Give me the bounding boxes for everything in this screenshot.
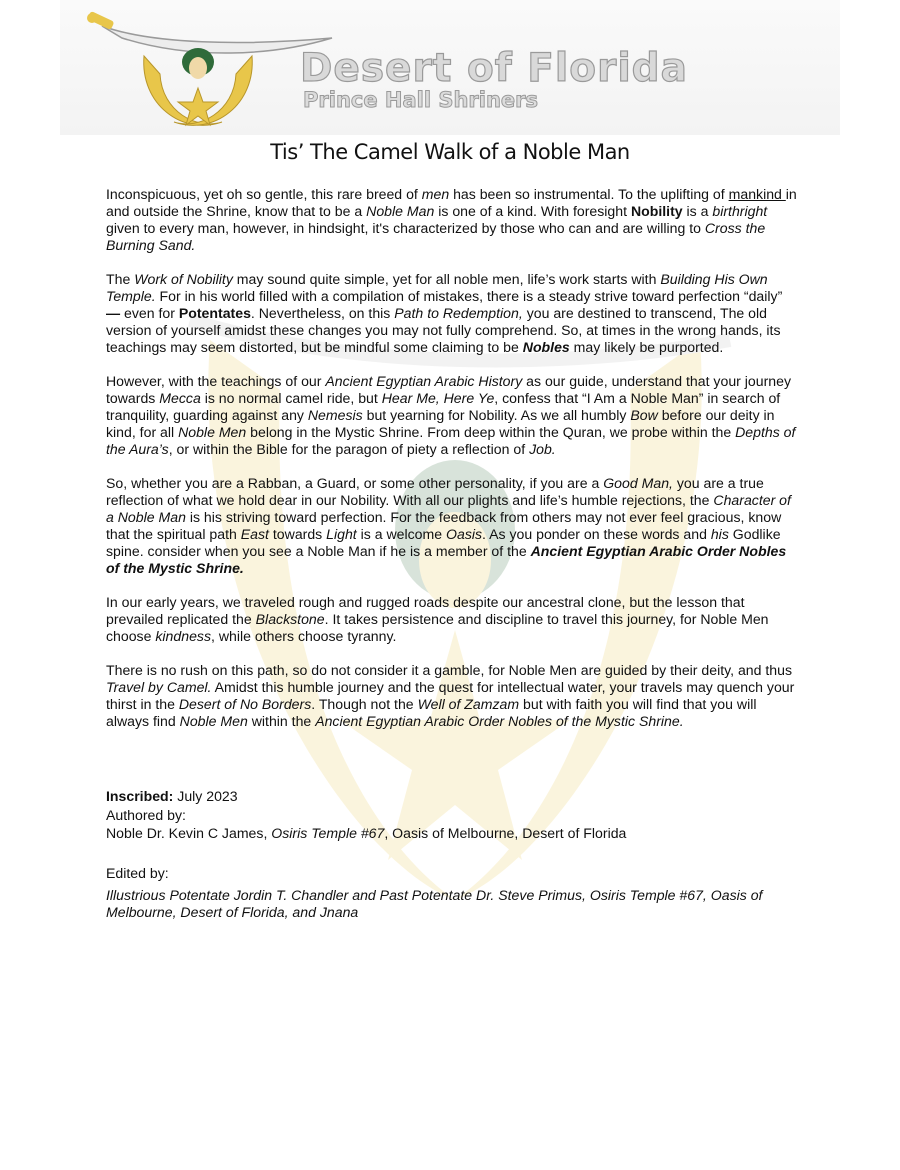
- org-subtitle: Prince Hall Shriners: [303, 88, 539, 112]
- text-run: Building His Own Temple.: [106, 271, 768, 304]
- text-run: Inconspicuous, yet oh so gentle, this rare breed of: [106, 186, 422, 202]
- text-run: —: [106, 305, 121, 321]
- text-run: but yearning for Nobility. As we all humbly: [362, 407, 631, 423]
- paragraph-4: [106, 475, 798, 577]
- text-run: . Though not the: [311, 696, 418, 712]
- text-run: his: [710, 526, 729, 542]
- author-temple: Osiris Temple #67: [271, 825, 385, 841]
- text-run: is one of a kind. With foresight: [434, 203, 631, 219]
- article-body: [106, 186, 798, 747]
- text-run: Path to Redemption,: [394, 305, 523, 321]
- text-run: , confess that “I Am a Noble Man” in search of tranquility, guarding against any: [106, 390, 781, 423]
- text-run: So, whether you are a Rabban, a Guard, or some other personality, if you are a: [106, 475, 604, 491]
- text-run: Godlike spine. consider when you see a Noble Man if he is a member of the: [106, 526, 781, 559]
- inscribed-label: Inscribed:: [106, 788, 174, 804]
- paragraph-2: [106, 271, 798, 356]
- text-run: Desert of No Borders: [178, 696, 312, 712]
- text-run: in and outside the Shrine, know that to be a: [106, 186, 797, 219]
- org-title: Desert of Florida: [300, 46, 688, 91]
- text-run: you are destined to transcend, The old version of yourself amidst these changes you may not fully comprehend. So, at times in the wrong hands, its teachings may seem distorted, but be mindful some claiming to be: [106, 305, 781, 355]
- text-run: men: [421, 186, 450, 202]
- text-run: In our early years, we traveled rough and rugged roads despite our ancestral clone, but the lesson that prevailed replicated the: [106, 594, 745, 627]
- text-run: Amidst this humble journey and the quest for intellectual water, your travels may quench your thirst in the: [106, 679, 795, 712]
- text-run: within the: [247, 713, 316, 729]
- text-run: may likely be purported.: [569, 339, 724, 355]
- editors-list: [106, 887, 806, 922]
- text-run: Blackstone: [255, 611, 325, 627]
- text-run: . It takes persistence and discipline to travel this journey, for Noble Men choose: [106, 611, 769, 644]
- text-run: mankind: [728, 186, 786, 202]
- inscribed-date: July 2023: [173, 788, 238, 804]
- text-run: towards: [268, 526, 327, 542]
- text-run: . Nevertheless, on this: [250, 305, 395, 321]
- text-run: even for: [120, 305, 179, 321]
- text-run: is a welcome: [356, 526, 447, 542]
- text-run: Good Man,: [603, 475, 673, 491]
- text-run: Job.: [529, 441, 556, 457]
- paragraph-3: [106, 373, 798, 458]
- text-run: has been so instrumental. To the uplifting of: [449, 186, 729, 202]
- text-run: is a: [682, 203, 713, 219]
- text-run: Work of Nobility: [134, 271, 233, 287]
- text-run: Bow: [630, 407, 658, 423]
- text-run: Depths of the Aura’s: [106, 424, 796, 457]
- text-run: Ancient Egyptian Arabic Order Nobles of the Mystic Shrine.: [106, 543, 787, 576]
- text-run: Hear Me, Here Ye: [381, 390, 495, 406]
- editors-names: Illustrious Potentate Jordin T. Chandler and Past Potentate Dr. Steve Primus, Osiris Temple #67, Oasis of Melbourne, Desert of Florida, and Jnana: [106, 886, 763, 920]
- text-run: as our guide, understand that your journey towards: [106, 373, 791, 406]
- text-run: Cross the Burning Sand.: [106, 220, 766, 253]
- edited-label: Edited by:: [106, 865, 169, 881]
- editors-block: [106, 865, 806, 922]
- document-title: Tis’ The Camel Walk of a Noble Man: [270, 140, 630, 164]
- author-line: [106, 824, 806, 843]
- text-run: may sound quite simple, yet for all noble men, life’s work starts with: [232, 271, 661, 287]
- text-run: , while others choose tyranny.: [211, 628, 397, 644]
- text-run: The: [106, 271, 135, 287]
- paragraph-5: [106, 594, 798, 645]
- text-run: Noble Men: [178, 424, 247, 440]
- signature-block: [106, 787, 806, 843]
- text-run: , or within the Bible for the paragon of piety a reflection of: [168, 441, 530, 457]
- text-run: Mecca: [159, 390, 201, 406]
- text-run: before our deity in kind, for all: [106, 407, 775, 440]
- text-run: Noble Men: [179, 713, 248, 729]
- text-run: is his striving toward perfection. For the feedback from others may not ever feel gracious, know that the spiritual path: [106, 509, 782, 542]
- text-run: Ancient Egyptian Arabic History: [325, 373, 523, 389]
- text-run: Nemesis: [307, 407, 363, 423]
- text-run: Nobles: [522, 339, 570, 355]
- paragraph-1: [106, 186, 798, 254]
- text-run: Light: [326, 526, 357, 542]
- text-run: kindness: [155, 628, 211, 644]
- text-run: belong in the Mystic Shrine. From deep within the Quran, we probe within the: [246, 424, 736, 440]
- text-run: However, with the teachings of our: [106, 373, 326, 389]
- text-run: but with faith you will find that you will always find: [106, 696, 757, 729]
- text-run: For in his world filled with a compilation of mistakes, there is a steady strive toward perfection “daily”: [155, 288, 783, 304]
- text-run: Nobility: [630, 203, 683, 219]
- text-run: Potentates: [178, 305, 251, 321]
- author-name: Noble Dr. Kevin C James,: [106, 825, 272, 841]
- text-run: . As you ponder on these words and: [482, 526, 711, 542]
- authored-label: Authored by:: [106, 806, 186, 823]
- text-run: Well of Zamzam: [417, 696, 520, 712]
- text-run: East: [240, 526, 269, 542]
- text-run: you are a true reflection of what we hold dear in our Nobility. With all our plights and life’s humble rejections, the: [106, 475, 764, 508]
- text-run: given to every man, however, in hindsight, it's characterized by those who can and are willing to: [106, 220, 705, 236]
- inscribed-line: [106, 787, 806, 806]
- text-run: There is no rush on this path, so do not consider it a gamble, for Noble Men are guided by their deity, and thus: [106, 662, 793, 678]
- text-run: birthright: [712, 203, 768, 219]
- paragraph-6: [106, 662, 798, 730]
- text-run: is no normal camel ride, but: [200, 390, 382, 406]
- text-run: Ancient Egyptian Arabic Order Nobles of the Mystic Shrine.: [315, 713, 684, 729]
- text-run: Travel by Camel.: [106, 679, 212, 695]
- text-run: Oasis: [446, 526, 483, 542]
- author-location: , Oasis of Melbourne, Desert of Florida: [384, 825, 627, 841]
- text-run: Noble Man: [366, 203, 435, 219]
- text-run: Character of a Noble Man: [106, 492, 791, 525]
